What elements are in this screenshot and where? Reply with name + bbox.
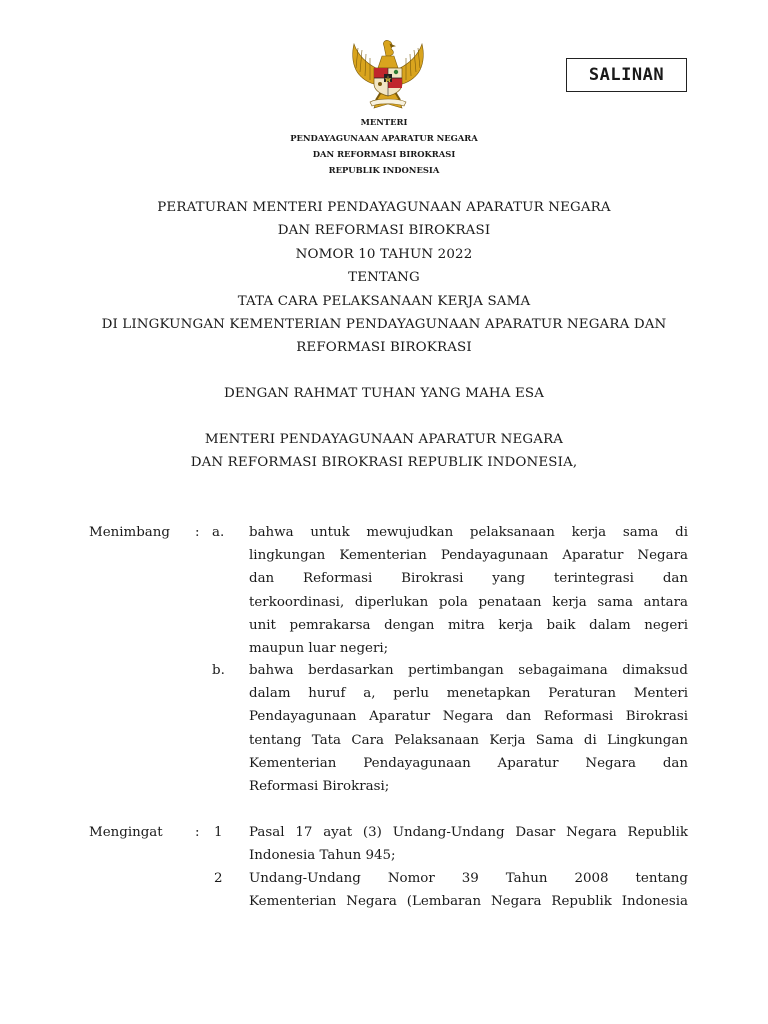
- ministry-line: DAN REFORMASI BIROKRASI: [312, 149, 456, 159]
- item-marker: 1: [214, 825, 223, 840]
- title-line: REFORMASI BIROKRASI: [296, 340, 472, 356]
- mengingat-item-2: [249, 867, 688, 913]
- para-line: dalam huruf a, perlu menetapkan Peraturan Menteri: [249, 686, 688, 702]
- salinan-stamp: SALINAN: [566, 58, 687, 92]
- garuda-emblem-icon: [346, 38, 430, 116]
- mengingat-item-1: [249, 821, 688, 867]
- minister-line: MENTERI PENDAYAGUNAAN APARATUR NEGARA: [204, 432, 564, 447]
- title-line: DAN REFORMASI BIROKRASI: [277, 223, 491, 239]
- para-line: bahwa berdasarkan pertimbangan sebagaimana dimaksud: [249, 663, 688, 678]
- para-line: terkoordinasi, diperlukan pola penataan kerja sama antara: [249, 594, 688, 610]
- title-line: NOMOR 10 TAHUN 2022: [295, 246, 473, 262]
- regulation-title: [74, 196, 694, 360]
- para-line: Pasal 17 ayat (3) Undang-Undang Dasar Negara Republik: [249, 825, 688, 840]
- para-line: Kementerian Negara (Lembaran Negara Republik Indonesia: [249, 894, 688, 910]
- menimbang-item-b: [249, 659, 688, 798]
- minister-designation: [74, 428, 694, 475]
- para-line: bahwa untuk mewujudkan pelaksanaan kerja sama di: [249, 525, 688, 540]
- ministry-line: REPUBLIK INDONESIA: [328, 165, 440, 175]
- menimbang-colon: :: [195, 525, 200, 540]
- menimbang-label: Menimbang: [89, 525, 170, 540]
- mengingat-label: Mengingat: [89, 825, 163, 840]
- title-line: TENTANG: [348, 270, 420, 286]
- blessing-line: DENGAN RAHMAT TUHAN YANG MAHA ESA: [223, 386, 545, 401]
- para-line: tentang Tata Cara Pelaksanaan Kerja Sama di Lingkungan: [249, 732, 688, 748]
- title-line: DI LINGKUNGAN KEMENTERIAN PENDAYAGUNAAN APARATUR NEGARA DAN: [101, 317, 667, 333]
- ministry-line: MENTERI: [360, 117, 408, 127]
- item-marker: a.: [212, 525, 225, 540]
- para-line: maupun luar negeri;: [249, 641, 389, 657]
- title-line: TATA CARA PELAKSANAAN KERJA SAMA: [237, 293, 531, 309]
- para-line: dan Reformasi Birokrasi yang terintegrasi dan: [249, 571, 688, 587]
- para-line: Indonesia Tahun 945;: [249, 848, 396, 864]
- mengingat-colon: :: [195, 825, 200, 840]
- para-line: Undang-Undang Nomor 39 Tahun 2008 tentang: [249, 871, 688, 886]
- item-marker: 2: [214, 871, 223, 886]
- para-line: Kementerian Pendayagunaan Aparatur Negara dan: [249, 755, 688, 771]
- ministry-line: PENDAYAGUNAAN APARATUR NEGARA: [290, 133, 478, 143]
- item-marker: b.: [212, 663, 225, 678]
- para-line: unit pemrakarsa dengan mitra kerja baik dalam negeri: [249, 617, 688, 633]
- para-line: Pendayagunaan Aparatur Negara dan Reformasi Birokrasi: [249, 709, 688, 725]
- title-line: PERATURAN MENTERI PENDAYAGUNAAN APARATUR NEGARA: [157, 200, 611, 215]
- minister-line: DAN REFORMASI BIROKRASI REPUBLIK INDONESIA,: [190, 455, 578, 471]
- menimbang-item-a: [249, 521, 688, 660]
- para-line: Reformasi Birokrasi;: [249, 779, 390, 795]
- para-line: lingkungan Kementerian Pendayagunaan Aparatur Negara: [249, 548, 688, 564]
- ministry-header: [234, 114, 534, 178]
